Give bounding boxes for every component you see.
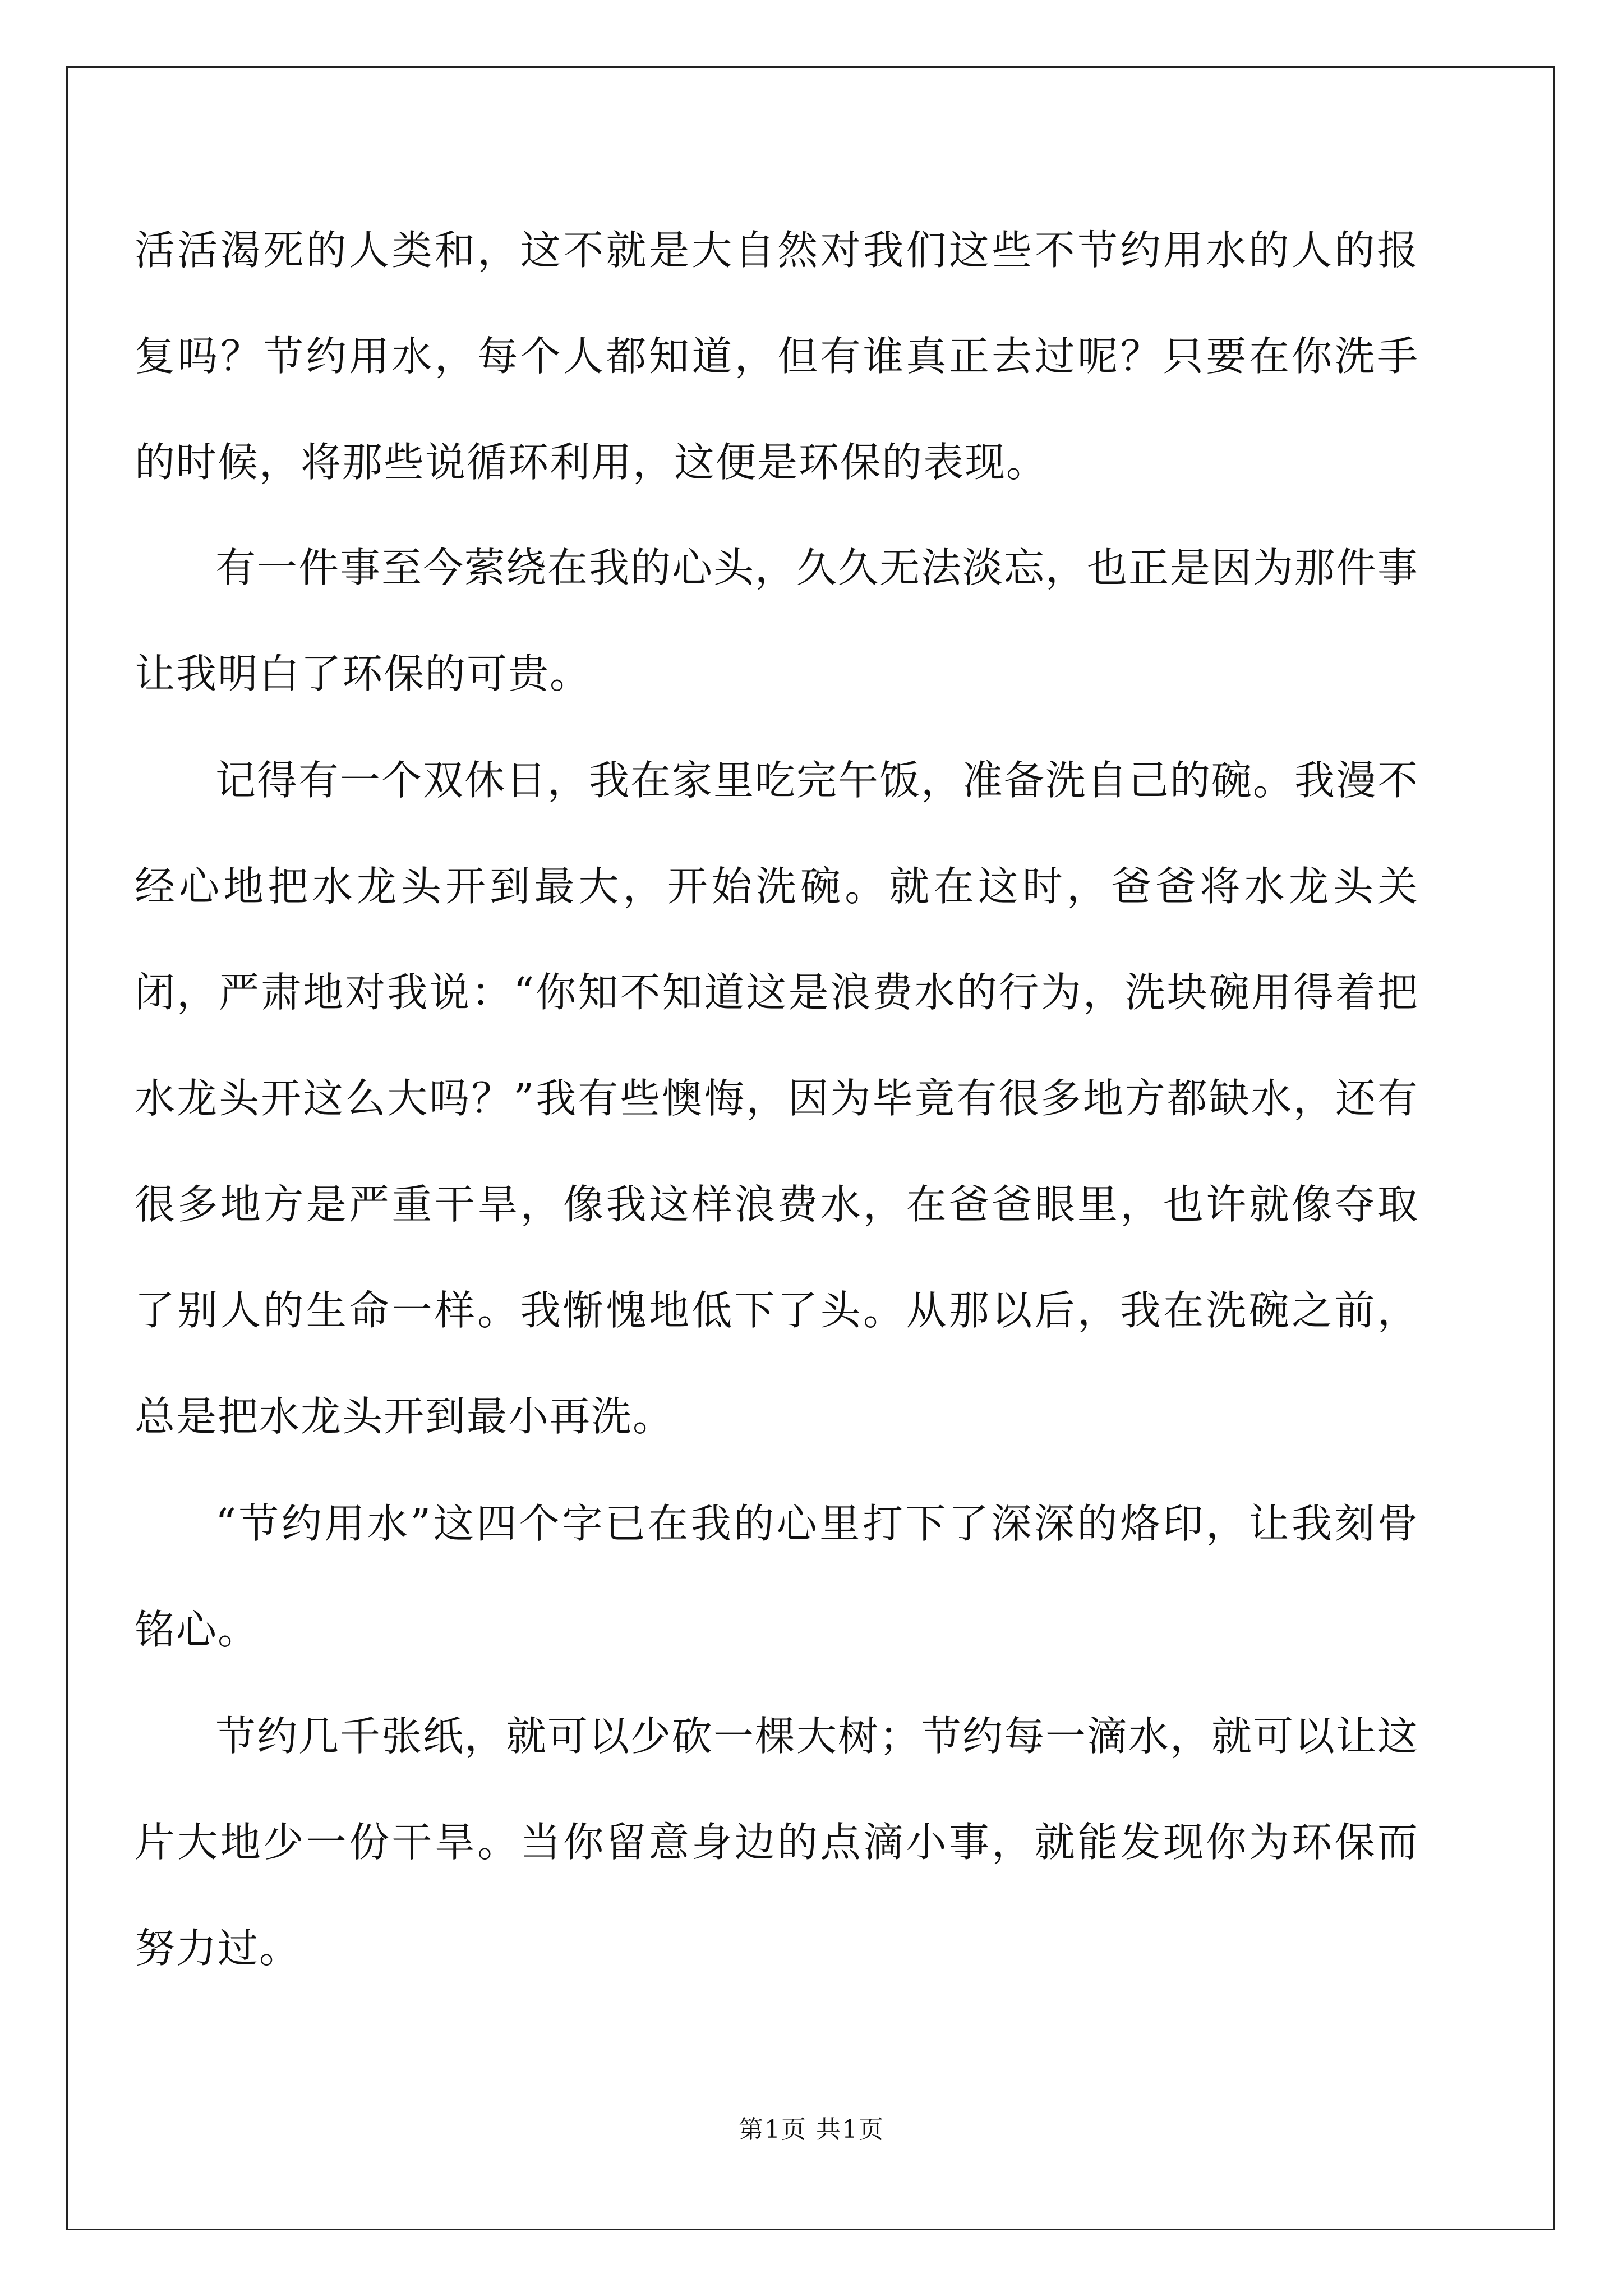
page-number-footer: 第1页 共1页 — [739, 2115, 884, 2144]
paragraph-4: “节约用水”这四个字已在我的心里打下了深深的烙印，让我刻骨铭心。 — [135, 1500, 1419, 1653]
paragraph-1: 活活渴死的人类和，这不就是大自然对我们这些不节约用水的人的报复吗？节约用水，每个人都知道，但有谁真正去过呢？只要在你洗手的时候，将那些说循环利用，这便是环保的表现。 — [135, 227, 1419, 486]
paragraph-2: 有一件事至今萦绕在我的心头，久久无法淡忘，也正是因为那件事让我明白了环保的可贵。 — [135, 544, 1419, 697]
paragraph-5: 节约几千张纸，就可以少砍一棵大树；节约每一滴水，就可以让这片大地少一份干旱。当你留意身边的点滴小事，就能发现你为环保而努力过。 — [135, 1713, 1419, 1972]
paragraph-3: 记得有一个双休日，我在家里吃完午饭，准备洗自己的碗。我漫不经心地把水龙头开到最大，开始洗碗。就在这时，爸爸将水龙头关闭，严肃地对我说：“你知不知道这是浪费水的行为，洗块碗用得着把水龙头开这么大吗？”我有些懊悔，因为毕竟有很多地方都缺水，还有很多地方是严重干旱，像我这样浪费水，在爸爸眼里，也许就像夺取了别人的生命一样。我惭愧地低下了头。从那以后，我在洗碗之前，总是把水龙头开到最小再洗。 — [135, 757, 1419, 1440]
